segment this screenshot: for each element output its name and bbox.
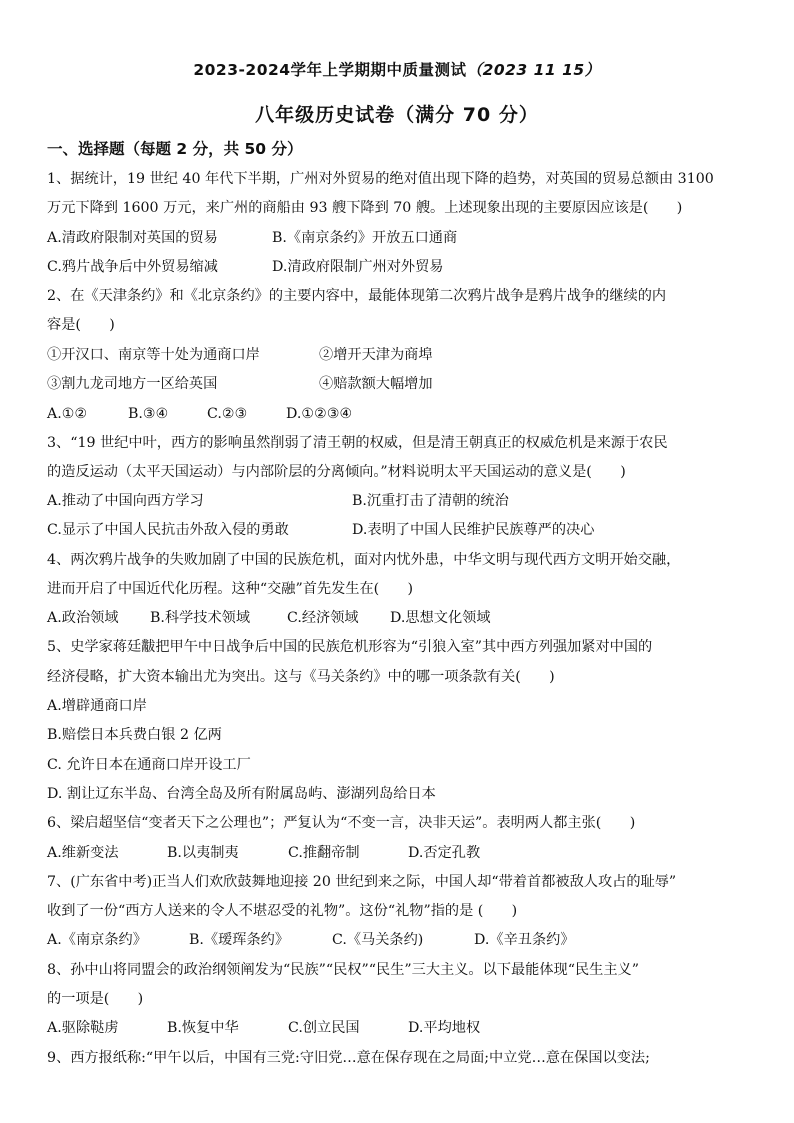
question-8-line-2: 的一项是( ) (47, 991, 144, 1007)
question-3-option-b: B.沉重打击了清朝的统治 (352, 493, 509, 509)
question-8-option-a: A.驱除鞑虏 (47, 1020, 119, 1036)
question-5-option-a: A.增辟通商口岸 (47, 698, 147, 714)
question-5-line-2: 经济侵略，扩大资本输出尤为突出。这与《马关条约》中的哪一项条款有关( ) (47, 669, 555, 685)
question-3-option-d: D.表明了中国人民维护民族尊严的决心 (352, 522, 595, 538)
question-4-line-1: 4、两次鸦片战争的失败加剧了中国的民族危机，面对内忧外患，中华文明与现代西方文明开始交融， (47, 552, 681, 568)
question-7-option-c: C.《马关条约) (332, 932, 424, 948)
question-6-option-d: D.否定孔教 (408, 845, 481, 861)
question-7-line-1: 7、(广东省中考)正当人们欢欣鼓舞地迎接 20 世纪到来之际，中国人却“带着首都被敌人攻占的耻辱” (47, 874, 677, 890)
question-2-option-b: B.③④ (128, 406, 169, 422)
question-7-option-d: D.《辛丑条约》 (474, 932, 575, 948)
question-2-item-1: ①开汉口、南京等十处为通商口岸 (47, 347, 260, 363)
question-1-line-1: 1、据统计，19 世纪 40 年代下半期，广州对外贸易的绝对值出现下降的趋势，对英国的贸易总额由 3100 (47, 171, 714, 187)
question-2-item-4: ④赔款额大幅增加 (319, 376, 433, 392)
question-5-option-d: D. 割让辽东半岛、台湾全岛及所有附属岛屿、澎湖列岛给日本 (47, 786, 436, 802)
question-6-option-b: B.以夷制夷 (167, 845, 239, 861)
question-4-line-2: 进而开启了中国近代化历程。这种“交融”首先发生在( ) (47, 581, 414, 597)
exam-subtitle: 八年级历史试卷（满分 70 分） (255, 104, 539, 126)
question-1-option-a: A.清政府限制对英国的贸易 (47, 230, 218, 246)
exam-title (0, 58, 794, 80)
question-7-line-2: 收到了一份“西方人送来的令人不堪忍受的礼物”。这份“礼物”指的是 ( ) (47, 903, 518, 919)
question-6-option-a: A.维新变法 (47, 845, 119, 861)
question-8-option-d: D.平均地权 (408, 1020, 481, 1036)
question-8-option-b: B.恢复中华 (167, 1020, 239, 1036)
question-6-line-1: 6、梁启超坚信“变者天下之公理也”；严复认为“不变一言，决非天运”。表明两人都主张( ) (47, 815, 636, 831)
question-1-option-d: D.清政府限制广州对外贸易 (272, 259, 444, 275)
question-1-option-c: C.鸦片战争后中外贸易缩减 (47, 259, 218, 275)
question-3-option-c: C.显示了中国人民抗击外敌入侵的勇敢 (47, 522, 289, 538)
question-2-option-d: D.①②③④ (286, 406, 353, 422)
question-2-line-2: 容是( ) (47, 317, 115, 333)
question-2-line-1: 2、在《天津条约》和《北京条约》的主要内容中，最能体现第二次鸦片战争是鸦片战争的继续的内 (47, 288, 667, 304)
question-5-line-1: 5、史学家蒋廷黻把甲午中日战争后中国的民族危机形容为“引狼入室”其中西方列强加紧对中国的 (47, 639, 653, 655)
question-7-option-a: A.《南京条约》 (47, 932, 147, 948)
section-title: 一、选择题（每题 2 分，共 50 分） (47, 140, 303, 158)
question-4-option-c: C.经济领域 (287, 610, 359, 626)
question-5-option-b: B.赔偿日本兵费白银 2 亿两 (47, 727, 222, 743)
question-2-option-c: C.②③ (207, 406, 248, 422)
question-4-option-d: D.思想文化领域 (390, 610, 491, 626)
question-4-option-b: B.科学技术领域 (150, 610, 251, 626)
question-1-line-2: 万元下降到 1600 万元，来广州的商船由 93 艘下降到 70 艘。上述现象出现的主要原因应该是( ) (47, 200, 683, 216)
question-3-line-1: 3、“19 世纪中叶，西方的影响虽然削弱了清王朝的权威，但是清王朝真正的权威危机是来源于农民 (47, 435, 668, 451)
exam-date: （2023 11 15） (466, 61, 601, 79)
question-6-option-c: C.推翻帝制 (288, 845, 360, 861)
question-4-option-a: A.政治领域 (47, 610, 119, 626)
question-3-option-a: A.推动了中国向西方学习 (47, 493, 204, 509)
question-7-option-b: B.《瑷珲条约》 (189, 932, 290, 948)
question-2-item-3: ③割九龙司地方一区给英国 (47, 376, 218, 392)
question-3-line-2: 的造反运动（太平天国运动）与内部阶层的分离倾向。”材料说明太平天国运动的意义是( ) (47, 464, 626, 480)
exam-title-main: 2023-2024学年上学期期中质量测试 (193, 61, 467, 79)
question-1-option-b: B.《南京条约》开放五口通商 (272, 230, 458, 246)
question-8-option-c: C.创立民国 (288, 1020, 360, 1036)
question-2-item-2: ②增开天津为商埠 (319, 347, 433, 363)
question-2-option-a: A.①② (47, 406, 88, 422)
question-9-line-1: 9、西方报纸称:“甲午以后，中国有三党:守旧党…意在保存现在之局面;中立党…意在保国以变法; (47, 1050, 650, 1066)
question-5-option-c: C. 允许日本在通商口岸开设工厂 (47, 757, 251, 773)
question-8-line-1: 8、孙中山将同盟会的政治纲领阐发为“民族”“民权”“民生”三大主义。以下最能体现“民生主义” (47, 962, 639, 978)
